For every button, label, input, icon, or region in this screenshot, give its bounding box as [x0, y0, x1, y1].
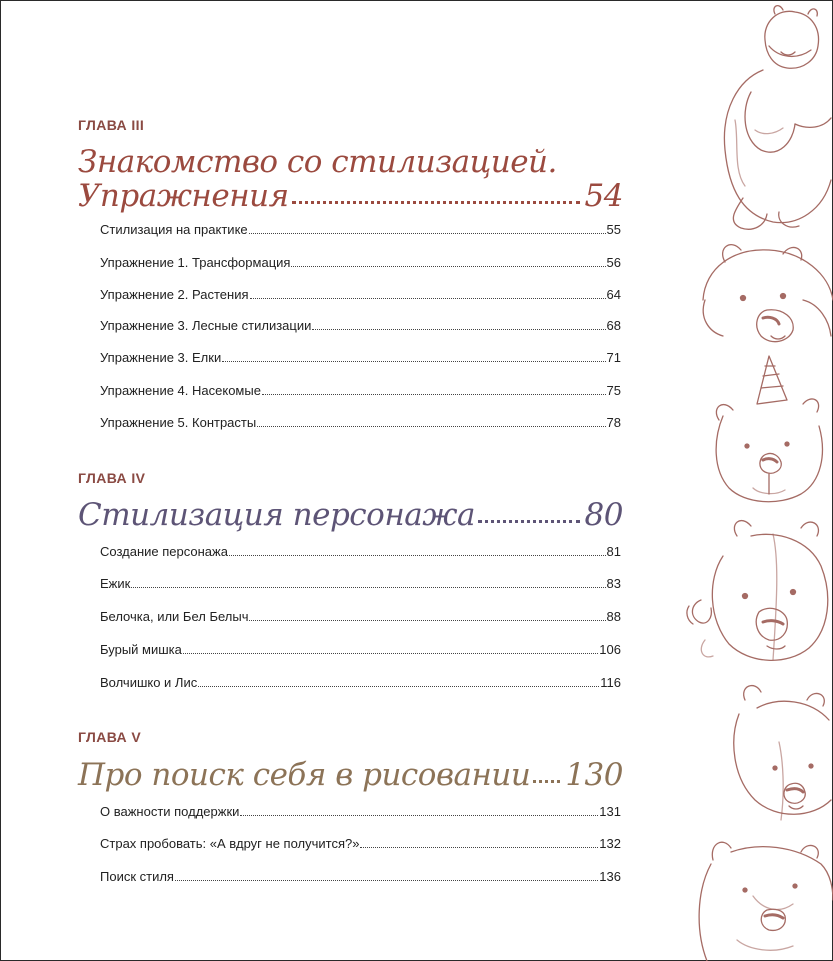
entry-page: 56	[606, 255, 621, 270]
entry-label: Упражнение 4. Насекомые	[100, 383, 261, 398]
entry-label: Упражнение 5. Контрасты	[100, 415, 257, 430]
chapter-3-page: 54	[584, 178, 623, 214]
entry-page: 81	[606, 544, 621, 559]
leader-dots	[312, 329, 605, 330]
entry-label: Упражнение 3. Лесные стилизации	[100, 318, 312, 333]
bear-party-hat-sketch	[716, 356, 822, 502]
chapter-3-title-line2: Упражнения	[78, 178, 289, 214]
entry-page: 83	[606, 576, 621, 591]
bear-head-sketch	[734, 686, 831, 820]
entry-page: 68	[606, 318, 621, 333]
leader-dots	[250, 298, 606, 299]
chapter-3-label: ГЛАВА III	[78, 117, 145, 133]
chapter-3-title-line1: Знакомство со стилизацией.	[78, 144, 557, 180]
leader-dots	[249, 620, 605, 621]
bear-sketch-icon	[683, 0, 833, 961]
entry-page: 78	[606, 415, 621, 430]
entry-page: 131	[599, 804, 621, 819]
entry-label: Страх пробовать: «А вдруг не получится?»	[100, 836, 360, 851]
entry-label: Белочка, или Бел Белыч	[100, 609, 249, 624]
leader-dots	[198, 686, 599, 687]
bear-face-sketch	[703, 245, 833, 342]
entry-label: Упражнение 2. Растения	[100, 287, 249, 302]
leader-dots	[292, 201, 580, 204]
entry-label: Ежик	[100, 576, 131, 591]
entry-page: 71	[606, 350, 621, 365]
entry-label: Стилизация на практике	[100, 222, 248, 237]
leader-dots	[533, 780, 560, 783]
chapter-5-title-text: Про поиск себя в рисовании	[78, 757, 531, 793]
entry-label: Создание персонажа	[100, 544, 228, 559]
toc-entry[interactable]	[100, 836, 621, 852]
toc-entry[interactable]	[100, 383, 621, 399]
bear-paw-sketch	[687, 521, 828, 661]
chapter-4-label: ГЛАВА IV	[78, 470, 146, 486]
chapter-5-label: ГЛАВА V	[78, 729, 142, 745]
bear-bottom-sketch	[699, 842, 833, 961]
toc-entry[interactable]	[100, 287, 621, 303]
leader-dots	[291, 266, 605, 267]
chapter-5-title[interactable]	[78, 758, 623, 792]
toc-entry[interactable]	[100, 642, 621, 658]
leader-dots	[240, 815, 598, 816]
chapter-4-title[interactable]	[78, 498, 623, 532]
entry-page: 106	[599, 642, 621, 657]
entry-page: 55	[606, 222, 621, 237]
toc-entry[interactable]	[100, 255, 621, 271]
toc-entry[interactable]	[100, 869, 621, 885]
toc-entry[interactable]	[100, 804, 621, 820]
entry-page: 88	[606, 609, 621, 624]
toc-entry[interactable]	[100, 318, 621, 334]
entry-label: Упражнение 3. Елки	[100, 350, 222, 365]
toc-entry[interactable]	[100, 576, 621, 592]
entry-page: 136	[599, 869, 621, 884]
entry-page: 64	[606, 287, 621, 302]
leader-dots	[249, 233, 606, 234]
entry-label: Волчишко и Лис	[100, 675, 198, 690]
leader-dots	[175, 880, 598, 881]
toc-entry[interactable]	[100, 675, 621, 691]
toc-entry[interactable]	[100, 415, 621, 431]
leader-dots	[131, 587, 605, 588]
entry-page: 132	[599, 836, 621, 851]
toc-entry[interactable]	[100, 222, 621, 238]
chapter-4-title-text: Стилизация персонажа	[78, 497, 475, 533]
entry-page: 116	[600, 675, 621, 690]
toc-entry[interactable]	[100, 350, 621, 366]
chapter-4-page: 80	[584, 497, 623, 533]
entry-label: Бурый мишка	[100, 642, 182, 657]
entry-page: 75	[606, 383, 621, 398]
chapter-3-title[interactable]	[78, 179, 623, 213]
chapter-5-page: 130	[565, 757, 623, 793]
leader-dots	[229, 555, 606, 556]
toc-entry[interactable]	[100, 544, 621, 560]
leader-dots	[360, 847, 598, 848]
toc-entry[interactable]	[100, 609, 621, 625]
leader-dots	[183, 653, 598, 654]
entry-label: Поиск стиля	[100, 869, 174, 884]
entry-label: Упражнение 1. Трансформация	[100, 255, 291, 270]
leader-dots	[257, 426, 605, 427]
entry-label: О важности поддержки	[100, 804, 240, 819]
leader-dots	[262, 394, 606, 395]
bear-sitting-sketch	[724, 6, 831, 230]
leader-dots	[478, 520, 580, 523]
leader-dots	[222, 361, 605, 362]
